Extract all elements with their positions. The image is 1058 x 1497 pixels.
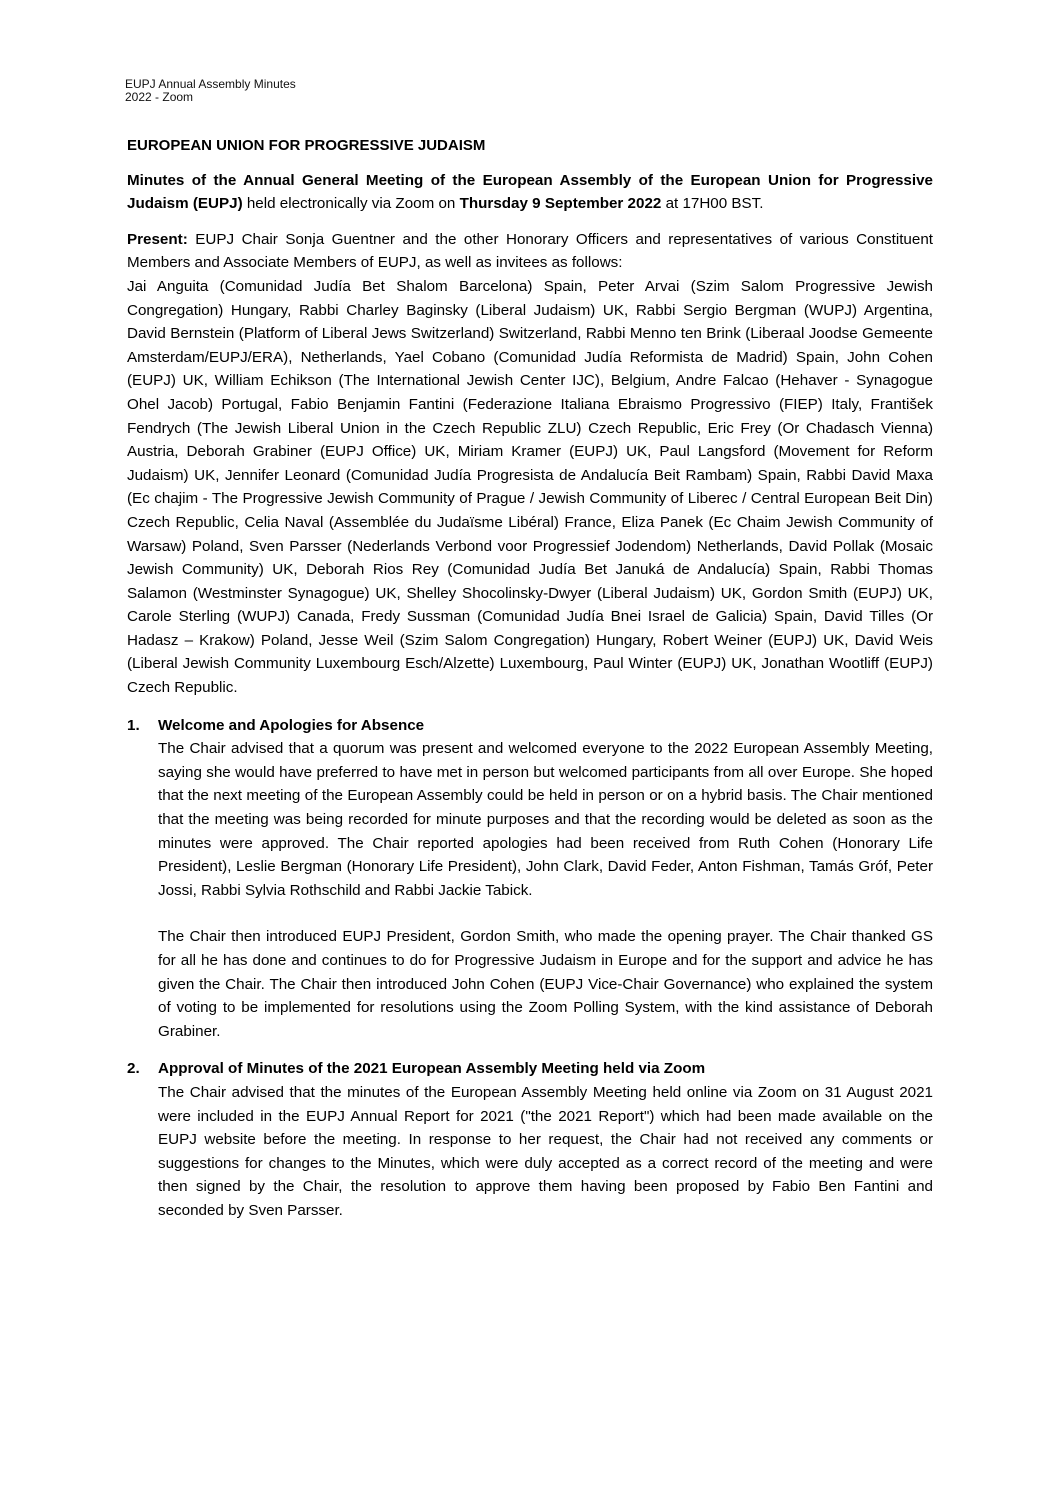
section-approval-minutes	[127, 1057, 933, 1222]
intro-text-1: held electronically via Zoom on	[242, 195, 460, 213]
organization-title: EUROPEAN UNION FOR PROGRESSIVE JUDAISM	[127, 137, 486, 154]
meeting-intro	[127, 169, 933, 216]
present-block	[127, 228, 933, 700]
section-title: Approval of Minutes of the 2021 European Assembly Meeting held via Zoom	[158, 1060, 706, 1078]
section-number: 2.	[127, 1060, 140, 1078]
present-intro	[127, 228, 933, 275]
section-welcome	[127, 714, 933, 1044]
intro-text-2: at 17H00 BST.	[661, 195, 764, 213]
section-paragraph: The Chair then introduced EUPJ President, Gordon Smith, who made the opening prayer. The Chair thanked GS for all he has done and continues to do for Progressive Judaism in Europe and for the support and advice he has given the Chair. The Chair then introduced John Cohen (EUPJ Vice-Chair Governance) who explained the system of voting to be implemented for resolutions using the Zoom Polling System, with the kind assistance of Deborah Grabiner.	[158, 928, 933, 1040]
section-paragraph: The Chair advised that a quorum was present and welcomed everyone to the 2022 European Assembly Meeting, saying she would have preferred to have met in person but welcomed participants from all over Europe. She hoped that the next meeting of the European Assembly could be held in person or on a hybrid basis. The Chair mentioned that the meeting was being recorded for minute purposes and that the recording would be deleted as soon as the minutes were approved. The Chair reported apologies had been received from Ruth Cohen (Honorary Life President), Leslie Bergman (Honorary Life President), John Clark, David Feder, Anton Fishman, Tamás Gróf, Peter Jossi, Rabbi Sylvia Rothschild and Rabbi Jackie Tabick.	[158, 740, 933, 899]
section-number: 1.	[127, 716, 140, 734]
header-line-1: EUPJ Annual Assembly Minutes	[125, 77, 296, 91]
header-line-2: 2022 - Zoom	[125, 90, 194, 104]
section-paragraph: The Chair advised that the minutes of the European Assembly Meeting held online via Zoom on 31 August 2021 were included in the EUPJ Annual Report for 2021 ("the 2021 Report") which had been made available on the EUPJ website before the meeting. In response to her request, the Chair had not received any comments or suggestions for changes to the Minutes, which were duly accepted as a correct record of the meeting and were then signed by the Chair, the resolution to approve them having been proposed by Fabio Ben Fantini and seconded by Sven Parsser.	[158, 1083, 933, 1219]
attendee-list: Jai Anguita (Comunidad Judía Bet Shalom Barcelona) Spain, Peter Arvai (Szim Salom Progressive Jewish Congregation) Hungary, Rabbi Charley Baginsky (Liberal Judaism) UK, Rabbi Sergio Bergman (WUPJ) Argentina, David Bernstein (Platform of Liberal Jews Switzerland) Switzerland, Rabbi Menno ten Brink (Liberaal Joodse Gemeente Amsterdam/EUPJ/ERA), Netherlands, Yael Cobano (Comunidad Judía Reformista de Madrid) Spain, John Cohen (EUPJ) UK, William Echikson (The International Jewish Center IJC), Belgium, Andre Falcao (Hehaver - Synagogue Ohel Jacob) Portugal, Fabio Benjamin Fantini (Federazione Italiana Ebraismo Progressivo (FIEP) Italy, František Fendrych (The Jewish Liberal Union in the Czech Republic ZLU) Czech Republic, Eric Frey (Or Chadasch Vienna) Austria, Deborah Grabiner (EUPJ Office) UK, Miriam Kramer (EUPJ) UK, Paul Langsford (Movement for Reform Judaism) UK, Jennifer Leonard (Comunidad Judía Progresista de Andalucía Beit Rambam) Spain, Rabbi David Maxa (Ec chajim - The Progressive Jewish Community of Prague / Jewish Community of Liberec / Central European Beit Din) Czech Republic, Celia Naval (Assemblée du Judaïsme Libéral) France, Eliza Panek (Ec Chaim Jewish Community of Warsaw) Poland, Sven Parsser (Nederlands Verbond voor Progressief Jodendom) Netherlands, David Pollak (Mosaic Jewish Community) UK, Deborah Rios Rey (Comunidad Judía Bet Januká de Andalucía) Spain, Rabbi Thomas Salamon (Westminster Synagogue) UK, Shelley Shocolinsky-Dwyer (Liberal Judaism) UK, Gordon Smith (EUPJ) UK, Carole Sterling (WUPJ) Canada, Fredy Sussman (Comunidad Judía Bnei Israel de Galicia) Spain, David Tilles (Or Hadasz – Krakow) Poland, Jesse Weil (Szim Salom Congregation) Hungary, Robert Weiner (EUPJ) UK, David Weis (Liberal Jewish Community Luxembourg Esch/Alzette) Luxembourg, Paul Winter (EUPJ) UK, Jonathan Wootliff (EUPJ) Czech Republic.	[127, 277, 933, 697]
section-title: Welcome and Apologies for Absence	[158, 716, 425, 734]
intro-bold-title: Minutes of the Annual General Meeting of the European Assembly of the European Union for Progressive Judaism (EUPJ)	[127, 171, 933, 213]
present-label: Present:	[127, 230, 188, 248]
document-body	[127, 134, 933, 1237]
intro-bold-date: Thursday 9 September 2022	[459, 195, 662, 213]
present-text: EUPJ Chair Sonja Guentner and the other Honorary Officers and representatives of various Constituent Members and Associate Members of EUPJ, as well as invitees as follows:	[127, 230, 933, 272]
page-header	[125, 78, 296, 104]
